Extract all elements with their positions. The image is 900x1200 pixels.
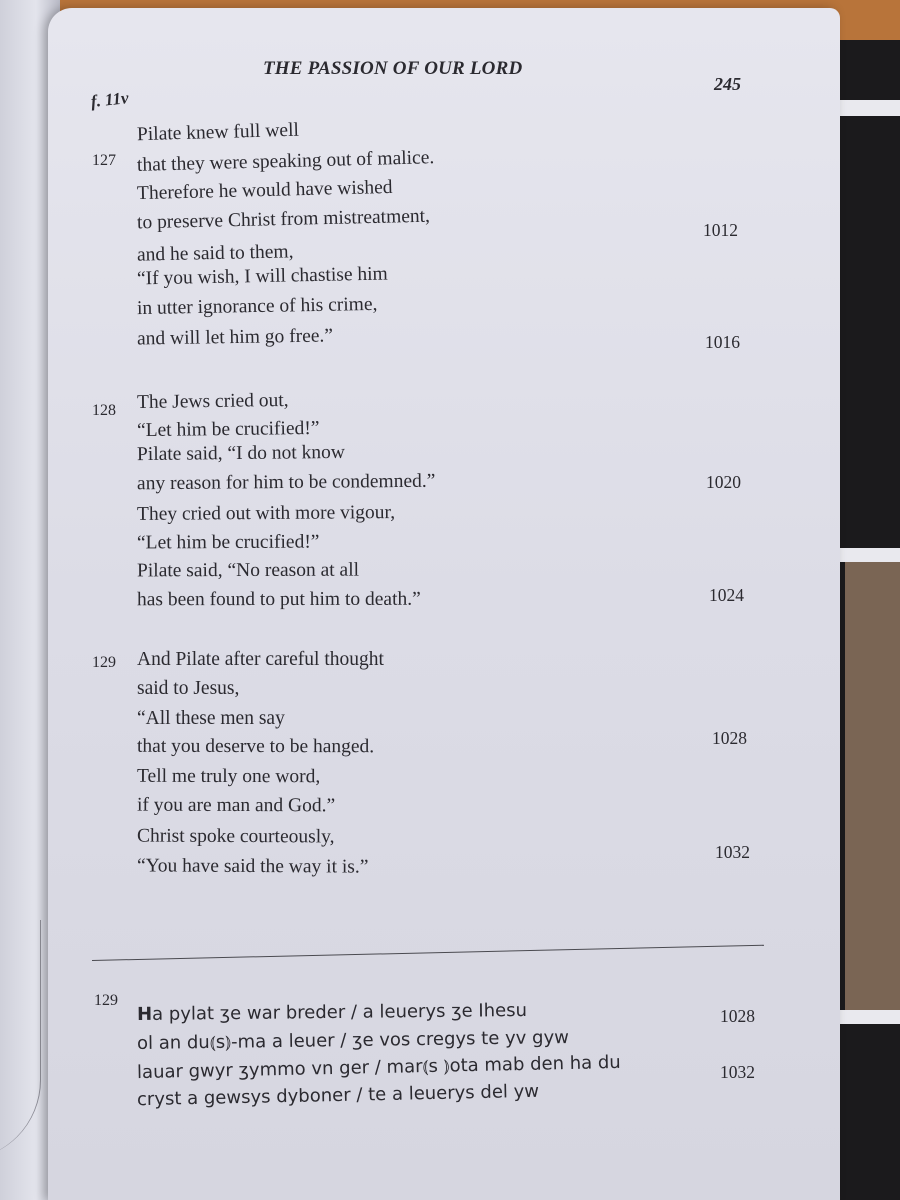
verse-line: And Pilate after careful thought xyxy=(137,649,384,670)
verse-line: “You have said the way it is.” xyxy=(136,855,369,878)
verse-line: in utter ignorance of his crime, xyxy=(136,293,378,320)
verse-line: has been found to put him to death.” xyxy=(136,588,421,611)
page-number: 245 xyxy=(714,74,741,94)
verse-line: They cried out with more vigour, xyxy=(136,502,396,525)
verse-line: Pilate knew full well xyxy=(136,119,300,146)
verse-line: The Jews cried out, xyxy=(136,389,289,414)
verse-line: Tell me truly one word, xyxy=(136,765,321,788)
line-number: 1028 xyxy=(712,728,747,748)
verse-line: and he said to them, xyxy=(136,241,294,266)
original-line: ol an du⦅s⦆-ma a leuer / ʒe vos cregys te yv gyw xyxy=(136,1026,570,1055)
verse-line: to preserve Christ from mistreatment, xyxy=(136,205,431,234)
stanza-number: 127 xyxy=(92,152,116,169)
verse-line: Pilate said, “I do not know xyxy=(136,441,346,466)
line-number: 1032 xyxy=(720,1062,755,1082)
line-number: 1028 xyxy=(720,1006,755,1026)
original-line-text: a pylat ʒe war breder / a leuerys ʒe Ihesu xyxy=(151,999,528,1025)
verse-line: “Let him be crucified!” xyxy=(136,417,320,442)
running-title: THE PASSION OF OUR LORD xyxy=(263,58,523,79)
line-number: 1016 xyxy=(705,332,740,352)
verse-line: Christ spoke courteously, xyxy=(136,825,335,848)
folio-reference: f. 11v xyxy=(89,88,130,112)
verse-line: if you are man and God.” xyxy=(136,794,336,817)
line-number: 1020 xyxy=(706,472,741,492)
line-number: 1024 xyxy=(709,585,744,605)
verse-line: and will let him go free.” xyxy=(136,325,334,350)
line-number: 1032 xyxy=(715,842,750,862)
stanza-number: 129 xyxy=(94,992,118,1009)
verse-line: “All these men say xyxy=(137,708,285,729)
drop-cap: H xyxy=(136,1003,153,1026)
original-line: cryst a gewsys dyboner / te a leuerys del yw xyxy=(136,1080,540,1111)
verse-line: Therefore he would have wished xyxy=(136,176,393,205)
section-divider xyxy=(92,945,764,961)
line-number: 1012 xyxy=(703,220,738,240)
verse-line: “Let him be crucified!” xyxy=(136,531,320,554)
verse-line: that you deserve to be hanged. xyxy=(136,735,375,758)
verse-line: any reason for him to be condemned.” xyxy=(136,470,436,495)
verse-line: that they were speaking out of malice. xyxy=(136,147,435,176)
verse-line: Pilate said, “No reason at all xyxy=(136,559,360,582)
stanza-number: 129 xyxy=(92,654,116,671)
stanza-number: 128 xyxy=(92,402,116,419)
verse-line: “If you wish, I will chastise him xyxy=(136,263,388,290)
verse-line: said to Jesus, xyxy=(137,678,240,699)
original-line xyxy=(137,1000,527,1025)
original-line: lauar gwyr ʒymmo vn ger / mar⦅s ⦆ota mab den ha du xyxy=(136,1051,621,1084)
